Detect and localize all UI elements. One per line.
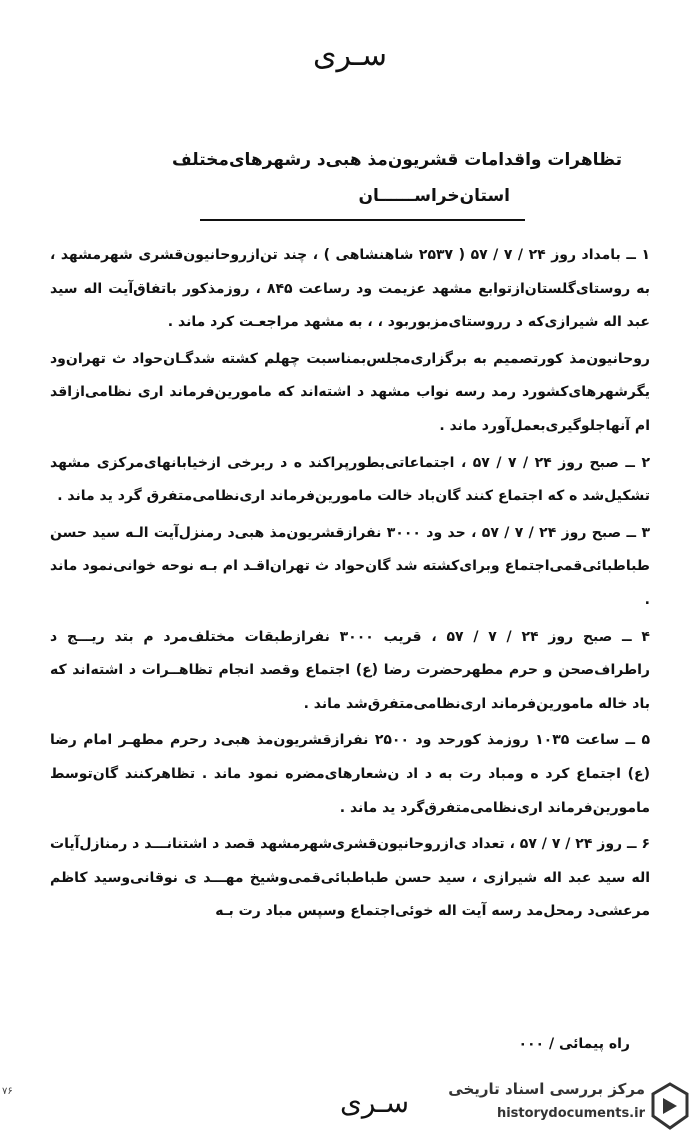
classification-stamp-bottom: سـرى — [340, 1086, 410, 1119]
continuation-text: راه پیمائی / ۰۰۰ — [518, 1036, 630, 1052]
margin-page-mark: ۷۶ — [2, 1086, 13, 1097]
document-subtitle: استان‌خراســــــان — [358, 186, 510, 206]
watermark-org-name: مرکز بررسی اسناد تاریخی — [448, 1080, 645, 1098]
paragraph-2: روحانیون‌مذ کورتصمیم به برگزاری‌مجلس‌بمناسبت چهلم کشته شدگـان‌حواد ث تهران‌ود یگرشهرهای‌کشورد رمد رسه نواب مشهد د اشته‌اند که مامورین‌فرماند اری نظامی‌ازاقد ام آنها‌جلوگیری‌بعمل‌آورد ماند . — [50, 350, 650, 434]
archive-logo-icon — [649, 1082, 691, 1130]
paragraph-6: ۵ ــ ساعت ۱۰۳۵ روزمذ کورحد ود ۲۵۰۰ نفرازقشریون‌مذ هبی‌د رحرم مطهـر امام رضا (ع) اجتماع کرد ه ومباد رت به د اد ن‌شعارهای‌مضره نمود ماند . تظاهرکنند گان‌توسط مامورین‌فرماند اری‌نظامی‌متفرق‌گرد ید ماند . — [50, 732, 650, 816]
paragraph-4: ۳ ــ صبح روز ۲۴ / ۷ / ۵۷ ، حد ود ۳۰۰۰ نفرازقشریون‌مذ هبی‌د رمنزل‌آیت الـه سید حسن طباطبائی‌قمی‌اجتماع وبرای‌کشته شد گان‌حواد ث تهران‌اقـد ام بـه نوحه خوانی‌نمود ماند . — [50, 524, 650, 608]
watermark-url: historydocuments.ir — [496, 1106, 645, 1121]
paragraph-1: ۱ ــ بامداد روز ۲۴ / ۷ / ۵۷ ( ۲۵۳۷ شاهنشاهی ) ، چند تن‌ازروحانیون‌قشری شهرمشهد ، به روستای‌گلستان‌ازتوابع مشهد عزیمت ود رساعت ۸۴۵ ، روزمذکور باتفاق‌آیت اله سید عبد اله شیرازی‌که د رروستای‌مزبوربود ، ، به مشهد مراجعـت کرد ماند . — [50, 247, 650, 331]
paragraph-7: ۶ ــ روز ۲۴ / ۷ / ۵۷ ، تعداد ی‌ازروحانیون‌قشری‌شهرمشهد قصد د اشتنانـــد د رمنازل‌آیات اله سید عبد اله شیرازی ، سید حسن طباطبائی‌قمی‌وشیخ مهـــد ی نوقانی‌وسید کاظم مرعشی‌د رمحل‌مد رسه آیت اله خوئی‌اجتماع وسپس مباد رت بـه — [50, 836, 651, 920]
document-body — [50, 236, 650, 929]
paragraph-3: ۲ ــ صبح روز ۲۴ / ۷ / ۵۷ ، اجتماعاتی‌بطورپراکند ه د ربرخی ازخیابانهای‌مرکزی مشهد تشکیل‌شد ه که اجتماع کنند گان‌باد خالت مامورین‌فرماند اری‌نظامی‌متفرق گرد ید ماند . — [50, 454, 650, 505]
subtitle-underline — [200, 219, 525, 221]
archive-watermark — [445, 1076, 695, 1136]
paragraph-5: ۴ ــ صبح روز ۲۴ / ۷ / ۵۷ ، قریب ۳۰۰۰ نفرازطبقات مختلف‌مرد م بتد ریـــج د راطراف‌صحن و حرم مطهرحضرت رضا (ع) اجتماع وقصد انجام تظاهــرات د اشته‌اند که باد خاله مامورین‌فرماند اری‌نظامی‌متفرق‌شد ماند . — [50, 628, 650, 712]
document-title: تظاهرات واقدامات قشريون‌مذ هبی‌د رشهرهای‌مختلف — [172, 150, 622, 170]
classification-stamp-top: سـرى — [313, 38, 387, 73]
